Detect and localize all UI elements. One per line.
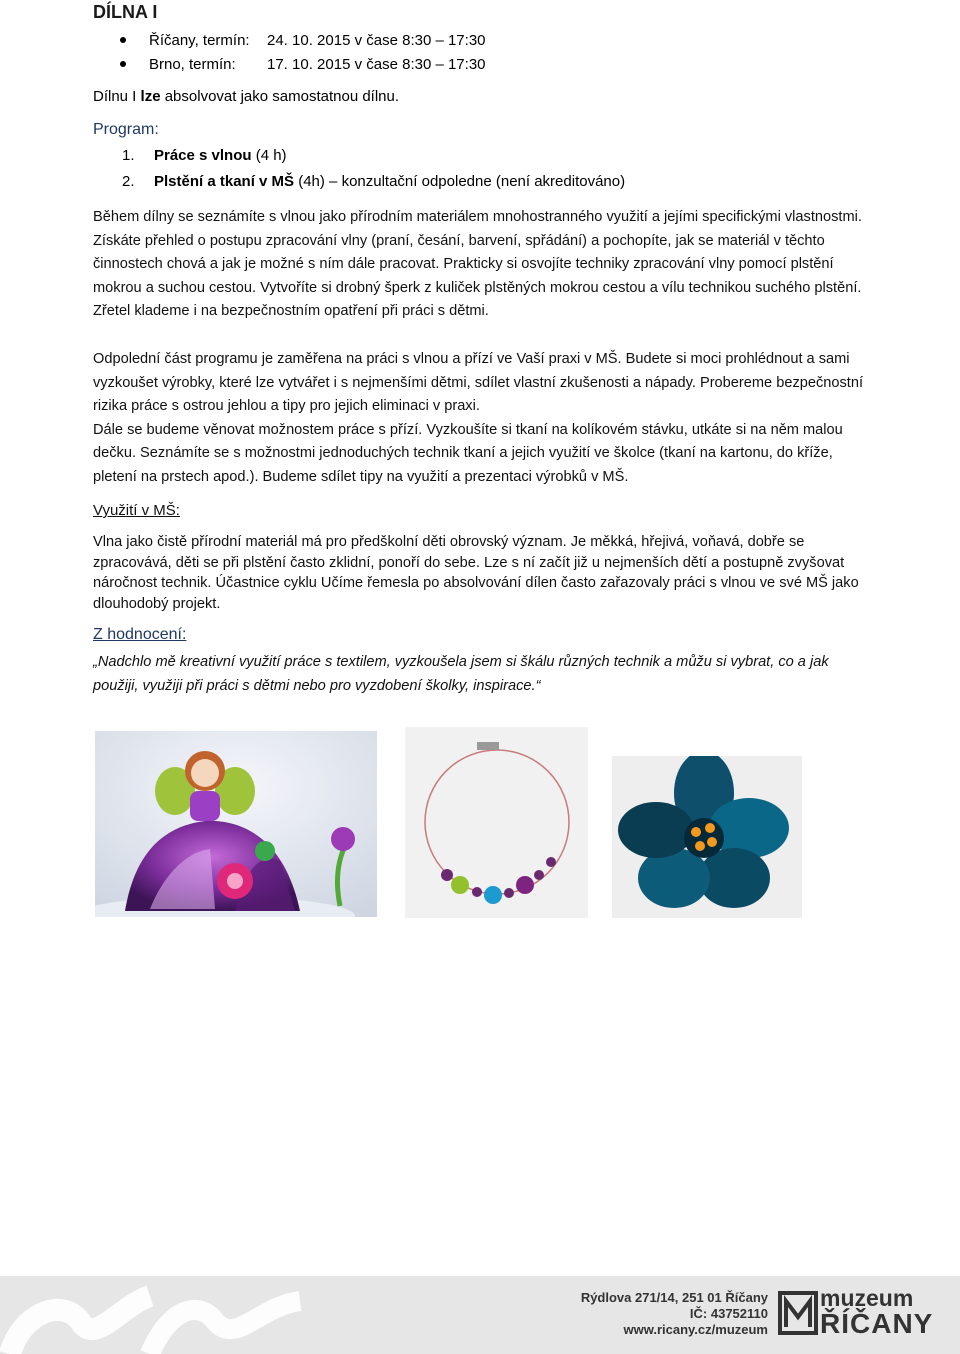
note-text: Dílnu I	[93, 88, 141, 105]
item-detail: (4 h)	[251, 147, 287, 164]
usage-title: Využití v MŠ:	[93, 502, 180, 519]
usage-paragraph	[93, 532, 873, 614]
date-value: 24. 10. 2015 v čase 8:30 – 17:30	[267, 31, 486, 49]
note-bold: lze	[140, 88, 161, 105]
paragraph-text: Odpolední část programu je zaměřena na práci s vlnou a přízí ve Vaší praxi v MŠ. Budete si moci prohlédnout a sami vyzkoušet výrobky, které lze vytvářet i s nejmenšími dětmi, sdílet vlastní zkušenosti a nápady. Probereme bezpečnostní rizika práce s ostrou jehlou a tipy pro jejich eliminaci v praxi.	[93, 351, 864, 414]
description-paragraph	[93, 206, 873, 324]
date-label: Říčany, termín:	[149, 31, 250, 49]
date-value: 17. 10. 2015 v čase 8:30 – 17:30	[267, 55, 486, 73]
logo-line-1: muzeum	[820, 1285, 914, 1311]
page-heading: DÍLNA I	[93, 2, 158, 22]
note-text-end: absolvovat jako samostatnou dílnu.	[160, 88, 400, 105]
footer-address	[581, 1290, 768, 1338]
item-title: Plstění a tkaní v MŠ	[154, 173, 295, 190]
address-text: Rýdlova 271/14, 251 01 Říčany	[580, 1290, 768, 1305]
web-link[interactable]: www.ricany.cz/muzeum	[623, 1322, 768, 1337]
program-item	[122, 147, 287, 164]
museum-logo	[820, 1287, 933, 1338]
list-item	[120, 28, 486, 52]
paragraph-text: Dále se budeme věnovat možnostem práce s přízí. Vyzkoušíte si tkaní na kolíkovém stávku, utkáte si na něm malou dečku. Seznámíte se s možnostmi jednoduchých technik tkaní a jejich využití ve školce (tkaní na kartonu, do kříže, pletení na prstech apod.). Budeme sdílet tipy na využití a prezentaci výrobků v MŠ.	[93, 421, 843, 485]
bullet-icon	[120, 37, 126, 43]
necklace-photo	[405, 727, 588, 918]
standalone-note	[93, 86, 399, 108]
item-title: Práce s vlnou	[154, 147, 252, 164]
review-quote: „Nadchlo mě kreativní využití práce s textilem, vyzkoušela jsem si škálu různých technik a můžu si vybrat, co a jak použiji, využiji při práci s dětmi nebo pro vyzdobení školky, inspirace.“	[93, 654, 829, 694]
flower-photo	[612, 756, 802, 918]
program-item	[122, 173, 625, 190]
date-list	[120, 28, 486, 76]
logo-line-2: ŘÍČANY	[820, 1308, 934, 1339]
item-number: 2.	[122, 173, 135, 190]
afternoon-paragraph	[93, 348, 873, 489]
paragraph-text: Během dílny se seznámíte s vlnou jako přírodním materiálem mnohostranného využití a jejími specifickými vlastnostmi. Získáte přehled o postupu zpracování vlny (praní, česání, barvení, spřádání) a pochopíte, jak se materiál v těchto činnostech chová a jak je možné s ním dále pracovat. Prakticky si osvojíte techniky zpracování vlny pomocí plstění mokrou a suchou cestou. Vytvoříte si drobný šperk z kuliček plstěných mokrou cestou a vílu technikou suchého plstění. Zřetel klademe i na bezpečnostním opatření při práci s dětmi.	[93, 209, 862, 319]
bullet-icon	[120, 61, 126, 67]
review-title: Z hodnocení:	[93, 626, 187, 643]
date-label: Brno, termín:	[149, 55, 236, 73]
fairy-photo	[95, 731, 377, 917]
item-number: 1.	[122, 147, 135, 164]
item-detail: (4h) – konzultační odpoledne (není akreditováno)	[294, 173, 626, 190]
museum-logo-icon	[778, 1287, 818, 1339]
ico-text: IČ: 43752110	[689, 1306, 768, 1321]
list-item	[120, 52, 486, 76]
program-title: Program:	[93, 121, 159, 138]
paragraph-text: Vlna jako čistě přírodní materiál má pro předškolní děti obrovský význam. Je měkká, hřejivá, voňavá, dobře se zpracovává, děti se při plstění často zklidní, ponoří do sebe. Lze s ní začít již u nejmenších dětí a postupně zvyšovat náročnost technik. Účastnice cyklu Učíme řemesla po absolvování dílen často zařazovaly práci s vlnou ve své MŠ jako dlouhodobý projekt.	[93, 534, 859, 612]
